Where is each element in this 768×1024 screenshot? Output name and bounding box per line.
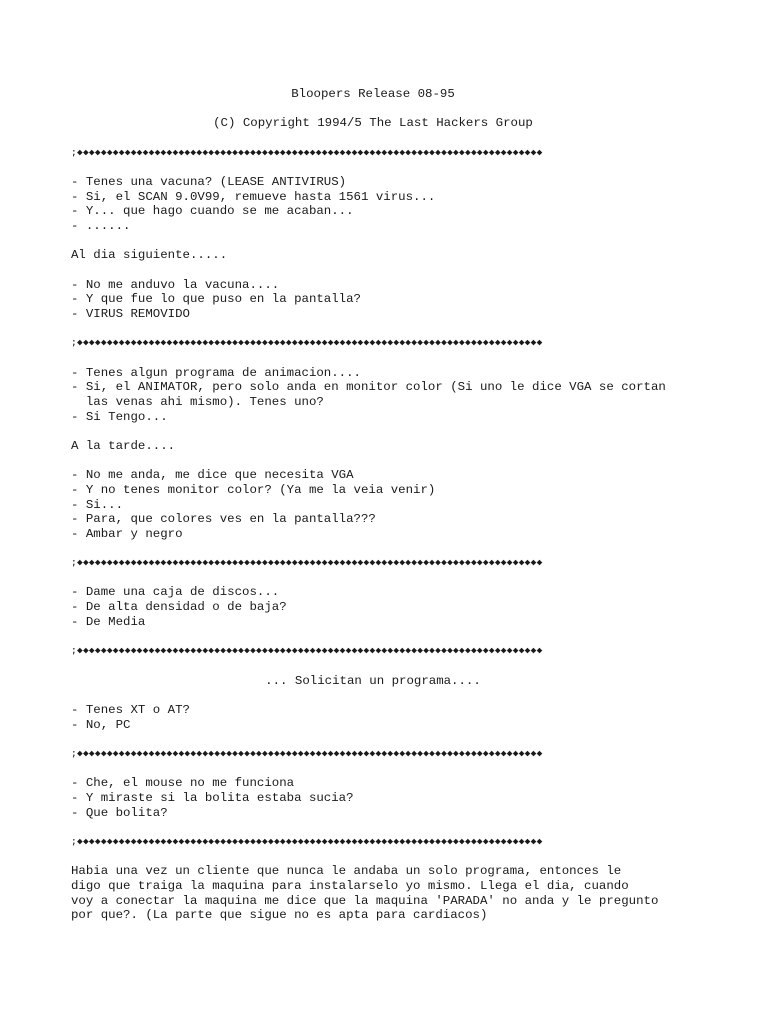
dialog-line: - Tenes XT o AT? (71, 703, 190, 717)
dialog-line: - Y miraste si la bolita estaba sucia? (71, 791, 354, 805)
dialog-line: - Tenes algun programa de animacion.... (71, 366, 361, 380)
dialog-line: - Dame una caja de discos... (71, 585, 280, 599)
dialog-line: - Ambar y negro (71, 527, 183, 541)
dialog-line: las venas ahi mismo). Tenes uno? (71, 395, 324, 409)
copyright-line: (C) Copyright 1994/5 The Last Hackers Group (213, 116, 533, 130)
dialog-line: - No me anduvo la vacuna.... (71, 278, 280, 292)
separator: ;◆◆◆◆◆◆◆◆◆◆◆◆◆◆◆◆◆◆◆◆◆◆◆◆◆◆◆◆◆◆◆◆◆◆◆◆◆◆◆◆◆◆◆◆◆◆◆◆◆◆◆◆◆◆◆◆◆◆◆◆◆◆◆◆◆◆◆◆◆◆◆◆◆◆◆◆◆◆ (71, 836, 543, 847)
dialog-line: - De alta densidad o de baja? (71, 600, 287, 614)
document-title: Bloopers Release 08-95 (291, 87, 455, 101)
paragraph-line: Habia una vez un cliente que nunca le andaba un solo programa, entonces le (71, 864, 622, 878)
dialog-line: - No, PC (71, 718, 131, 732)
dialog-line: - Si, el ANIMATOR, pero solo anda en monitor color (Si uno le dice VGA se cortan (71, 380, 666, 394)
dialog-line: - VIRUS REMOVIDO (71, 307, 190, 321)
dialog-line: - Y no tenes monitor color? (Ya me la veia venir) (71, 483, 436, 497)
paragraph-line: digo que traiga la maquina para instalarselo yo mismo. Llega el dia, cuando (71, 879, 629, 893)
dialog-line: - Y que fue lo que puso en la pantalla? (71, 292, 361, 306)
narration-line: A la tarde.... (71, 439, 176, 453)
dialog-line: - Che, el mouse no me funciona (71, 776, 295, 790)
dialog-line: - Si, el SCAN 9.0V99, remueve hasta 1561 virus... (71, 190, 436, 204)
dialog-line: - No me anda, me dice que necesita VGA (71, 468, 354, 482)
separator: ;◆◆◆◆◆◆◆◆◆◆◆◆◆◆◆◆◆◆◆◆◆◆◆◆◆◆◆◆◆◆◆◆◆◆◆◆◆◆◆◆◆◆◆◆◆◆◆◆◆◆◆◆◆◆◆◆◆◆◆◆◆◆◆◆◆◆◆◆◆◆◆◆◆◆◆◆◆◆ (71, 147, 543, 158)
dialog-line: - ...... (71, 219, 131, 233)
dialog-line: - Si Tengo... (71, 410, 168, 424)
separator: ;◆◆◆◆◆◆◆◆◆◆◆◆◆◆◆◆◆◆◆◆◆◆◆◆◆◆◆◆◆◆◆◆◆◆◆◆◆◆◆◆◆◆◆◆◆◆◆◆◆◆◆◆◆◆◆◆◆◆◆◆◆◆◆◆◆◆◆◆◆◆◆◆◆◆◆◆◆◆ (71, 748, 543, 759)
separator: ;◆◆◆◆◆◆◆◆◆◆◆◆◆◆◆◆◆◆◆◆◆◆◆◆◆◆◆◆◆◆◆◆◆◆◆◆◆◆◆◆◆◆◆◆◆◆◆◆◆◆◆◆◆◆◆◆◆◆◆◆◆◆◆◆◆◆◆◆◆◆◆◆◆◆◆◆◆◆ (71, 645, 543, 656)
paragraph-line: voy a conectar la maquina me dice que la maquina 'PARADA' no anda y le pregunto (71, 894, 659, 908)
dialog-line: - Si... (71, 498, 124, 512)
dialog-line: - Para, que colores ves en la pantalla??? (71, 512, 376, 526)
section-heading: ... Solicitan un programa.... (265, 674, 481, 688)
narration-line: Al dia siguiente..... (71, 248, 228, 262)
dialog-line: - Y... que hago cuando se me acaban... (71, 204, 354, 218)
separator: ;◆◆◆◆◆◆◆◆◆◆◆◆◆◆◆◆◆◆◆◆◆◆◆◆◆◆◆◆◆◆◆◆◆◆◆◆◆◆◆◆◆◆◆◆◆◆◆◆◆◆◆◆◆◆◆◆◆◆◆◆◆◆◆◆◆◆◆◆◆◆◆◆◆◆◆◆◆◆ (71, 337, 543, 348)
dialog-line: - Tenes una vacuna? (LEASE ANTIVIRUS) (71, 175, 347, 189)
dialog-line: - De Media (71, 615, 146, 629)
dialog-line: - Que bolita? (71, 806, 168, 820)
separator: ;◆◆◆◆◆◆◆◆◆◆◆◆◆◆◆◆◆◆◆◆◆◆◆◆◆◆◆◆◆◆◆◆◆◆◆◆◆◆◆◆◆◆◆◆◆◆◆◆◆◆◆◆◆◆◆◆◆◆◆◆◆◆◆◆◆◆◆◆◆◆◆◆◆◆◆◆◆◆ (71, 557, 543, 568)
paragraph-line: por que?. (La parte que sigue no es apta para cardiacos) (71, 908, 488, 922)
